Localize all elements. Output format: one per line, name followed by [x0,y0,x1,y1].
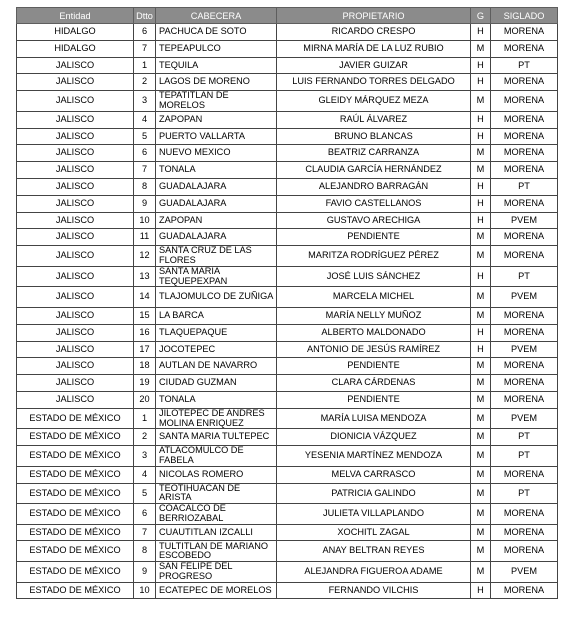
cell-entidad: ESTADO DE MÉXICO [17,408,134,429]
cell-propietario: MARÍA NELLY MUÑOZ [277,307,471,324]
cell-g: M [471,391,491,408]
cell-cabecera: ZAPOPAN [156,111,277,128]
cell-cabecera: COACALCO DE BERRIOZABAL [156,504,277,525]
cell-siglado: MORENA [491,466,558,483]
table-row [17,229,558,246]
cell-dtto: 6 [134,145,156,162]
table-row [17,524,558,541]
cell-cabecera: LAGOS DE MORENO [156,74,277,91]
cell-cabecera: TEPEAPULCO [156,40,277,57]
cell-g: H [471,178,491,195]
cell-siglado: MORENA [491,91,558,112]
cell-dtto: 5 [134,483,156,504]
cell-g: M [471,429,491,446]
cell-propietario: MARÍA LUISA MENDOZA [277,408,471,429]
cell-entidad: ESTADO DE MÉXICO [17,429,134,446]
cell-dtto: 3 [134,91,156,112]
cell-dtto: 4 [134,466,156,483]
cell-siglado: MORENA [491,145,558,162]
cell-entidad: ESTADO DE MÉXICO [17,541,134,562]
cell-dtto: 7 [134,162,156,179]
table-row [17,145,558,162]
cell-siglado: MORENA [491,162,558,179]
cell-entidad: JALISCO [17,287,134,308]
cell-entidad: JALISCO [17,324,134,341]
cell-propietario: GUSTAVO ARECHIGA [277,212,471,229]
header-siglado: SIGLADO [491,8,558,24]
cell-siglado: MORENA [491,524,558,541]
cell-propietario: MIRNA MARÍA DE LA LUZ RUBIO [277,40,471,57]
cell-entidad: JALISCO [17,246,134,267]
table-row [17,91,558,112]
cell-propietario: MARITZA RODRÍGUEZ PÉREZ [277,246,471,267]
cell-g: M [471,483,491,504]
cell-siglado: MORENA [491,128,558,145]
cell-dtto: 13 [134,266,156,287]
table-row [17,466,558,483]
cell-dtto: 2 [134,74,156,91]
cell-siglado: MORENA [491,582,558,599]
table-row [17,195,558,212]
cell-dtto: 12 [134,246,156,267]
cell-g: H [471,195,491,212]
cell-cabecera: JILOTEPEC DE ANDRES MOLINA ENRIQUEZ [156,408,277,429]
cell-dtto: 15 [134,307,156,324]
cell-siglado: MORENA [491,195,558,212]
cell-cabecera: LA BARCA [156,307,277,324]
cell-propietario: MARCELA MICHEL [277,287,471,308]
cell-siglado: MORENA [491,229,558,246]
cell-propietario: BRUNO BLANCAS [277,128,471,145]
cell-entidad: JALISCO [17,111,134,128]
table-row [17,74,558,91]
cell-propietario: DIONICIA VÁZQUEZ [277,429,471,446]
cell-cabecera: TONALA [156,162,277,179]
cell-propietario: CLAUDIA GARCÍA HERNÁNDEZ [277,162,471,179]
cell-g: H [471,266,491,287]
cell-cabecera: ECATEPEC DE MORELOS [156,582,277,599]
table-row [17,266,558,287]
cell-dtto: 7 [134,40,156,57]
cell-propietario: RAÚL ÁLVAREZ [277,111,471,128]
cell-g: M [471,40,491,57]
cell-entidad: JALISCO [17,178,134,195]
cell-dtto: 7 [134,524,156,541]
cell-cabecera: TEOTIHUACAN DE ARISTA [156,483,277,504]
cell-g: H [471,324,491,341]
cell-propietario: ALEJANDRA FIGUEROA ADAME [277,562,471,583]
cell-cabecera: TULTITLAN DE MARIANO ESCOBEDO [156,541,277,562]
cell-g: M [471,375,491,392]
cell-cabecera: SAN FELIPE DEL PROGRESO [156,562,277,583]
cell-entidad: JALISCO [17,375,134,392]
table-row [17,391,558,408]
cell-siglado: PT [491,483,558,504]
table-row [17,483,558,504]
candidates-table [16,7,558,599]
table-row [17,128,558,145]
cell-dtto: 10 [134,212,156,229]
table-row [17,212,558,229]
cell-entidad: JALISCO [17,91,134,112]
cell-propietario: XOCHITL ZAGAL [277,524,471,541]
cell-entidad: JALISCO [17,341,134,358]
cell-cabecera: PACHUCA DE SOTO [156,24,277,41]
cell-entidad: HIDALGO [17,40,134,57]
cell-entidad: JALISCO [17,266,134,287]
cell-propietario: BEATRIZ CARRANZA [277,145,471,162]
cell-cabecera: TEQUILA [156,57,277,74]
cell-g: M [471,229,491,246]
cell-cabecera: AUTLAN DE NAVARRO [156,358,277,375]
cell-g: M [471,446,491,467]
cell-entidad: ESTADO DE MÉXICO [17,483,134,504]
table-row [17,40,558,57]
table-row [17,375,558,392]
cell-g: M [471,562,491,583]
cell-g: M [471,541,491,562]
cell-propietario: CLARA CÁRDENAS [277,375,471,392]
cell-entidad: ESTADO DE MÉXICO [17,582,134,599]
table-row [17,341,558,358]
cell-g: H [471,111,491,128]
cell-cabecera: GUADALAJARA [156,195,277,212]
cell-cabecera: SANTA CRUZ DE LAS FLORES [156,246,277,267]
cell-siglado: MORENA [491,246,558,267]
cell-cabecera: CUAUTITLAN IZCALLI [156,524,277,541]
cell-g: M [471,358,491,375]
cell-propietario: ALEJANDRO BARRAGÁN [277,178,471,195]
cell-siglado: PT [491,266,558,287]
cell-siglado: MORENA [491,358,558,375]
cell-propietario: GLEIDY MÁRQUEZ MEZA [277,91,471,112]
cell-siglado: PT [491,429,558,446]
table-row [17,287,558,308]
cell-g: H [471,212,491,229]
cell-propietario: FAVIO CASTELLANOS [277,195,471,212]
cell-siglado: MORENA [491,40,558,57]
table-header-row [17,8,558,24]
table-row [17,429,558,446]
cell-entidad: ESTADO DE MÉXICO [17,504,134,525]
header-cabecera: CABECERA [156,8,277,24]
table-row [17,246,558,267]
cell-cabecera: TEPATITLAN DE MORELOS [156,91,277,112]
cell-siglado: MORENA [491,24,558,41]
cell-g: M [471,466,491,483]
table-row [17,111,558,128]
cell-entidad: JALISCO [17,229,134,246]
cell-propietario: PENDIENTE [277,358,471,375]
cell-siglado: PT [491,446,558,467]
cell-dtto: 20 [134,391,156,408]
header-propietario: PROPIETARIO [277,8,471,24]
cell-g: H [471,128,491,145]
cell-propietario: MELVA CARRASCO [277,466,471,483]
cell-siglado: PT [491,57,558,74]
cell-siglado: PVEM [491,287,558,308]
cell-propietario: PENDIENTE [277,391,471,408]
cell-dtto: 9 [134,195,156,212]
cell-siglado: PVEM [491,212,558,229]
cell-propietario: JAVIER GUIZAR [277,57,471,74]
cell-propietario: ANAY BELTRAN REYES [277,541,471,562]
cell-siglado: MORENA [491,391,558,408]
table-row [17,446,558,467]
cell-siglado: MORENA [491,307,558,324]
cell-propietario: PENDIENTE [277,229,471,246]
cell-siglado: PVEM [491,408,558,429]
cell-siglado: MORENA [491,375,558,392]
document-page [16,7,557,599]
cell-cabecera: SANTA MARIA TEQUEPEXPAN [156,266,277,287]
cell-g: H [471,24,491,41]
cell-dtto: 11 [134,229,156,246]
cell-dtto: 1 [134,57,156,74]
cell-g: M [471,504,491,525]
cell-entidad: JALISCO [17,162,134,179]
table-row [17,162,558,179]
cell-entidad: HIDALGO [17,24,134,41]
cell-dtto: 9 [134,562,156,583]
cell-cabecera: SANTA MARIA TULTEPEC [156,429,277,446]
cell-siglado: MORENA [491,74,558,91]
cell-cabecera: NUEVO MEXICO [156,145,277,162]
cell-entidad: JALISCO [17,57,134,74]
table-row [17,562,558,583]
cell-g: H [471,582,491,599]
cell-g: M [471,145,491,162]
cell-dtto: 18 [134,358,156,375]
cell-g: M [471,246,491,267]
table-row [17,408,558,429]
cell-propietario: ANTONIO DE JESÚS RAMÍREZ [277,341,471,358]
cell-siglado: MORENA [491,111,558,128]
cell-cabecera: GUADALAJARA [156,178,277,195]
cell-dtto: 14 [134,287,156,308]
cell-cabecera: TLAJOMULCO DE ZUÑIGA [156,287,277,308]
header-dtto: Dtto [134,8,156,24]
cell-propietario: PATRICIA GALINDO [277,483,471,504]
header-g: G [471,8,491,24]
table-row [17,358,558,375]
cell-g: H [471,74,491,91]
header-entidad: Entidad [17,8,134,24]
table-row [17,504,558,525]
cell-g: M [471,408,491,429]
cell-cabecera: GUADALAJARA [156,229,277,246]
cell-siglado: MORENA [491,324,558,341]
cell-dtto: 6 [134,504,156,525]
cell-entidad: JALISCO [17,145,134,162]
cell-dtto: 19 [134,375,156,392]
cell-g: M [471,91,491,112]
table-row [17,324,558,341]
cell-siglado: PT [491,178,558,195]
table-row [17,57,558,74]
cell-cabecera: ATLACOMULCO DE FABELA [156,446,277,467]
cell-propietario: JULIETA VILLAPLANDO [277,504,471,525]
cell-siglado: MORENA [491,504,558,525]
cell-cabecera: ZAPOPAN [156,212,277,229]
cell-entidad: JALISCO [17,74,134,91]
cell-g: M [471,287,491,308]
cell-propietario: RICARDO CRESPO [277,24,471,41]
cell-dtto: 8 [134,178,156,195]
table-row [17,178,558,195]
cell-propietario: FERNANDO VILCHIS [277,582,471,599]
cell-propietario: YESENIA MARTÍNEZ MENDOZA [277,446,471,467]
cell-dtto: 2 [134,429,156,446]
cell-dtto: 16 [134,324,156,341]
cell-propietario: LUIS FERNANDO TORRES DELGADO [277,74,471,91]
cell-dtto: 4 [134,111,156,128]
cell-cabecera: TLAQUEPAQUE [156,324,277,341]
cell-g: M [471,162,491,179]
cell-entidad: ESTADO DE MÉXICO [17,466,134,483]
cell-entidad: ESTADO DE MÉXICO [17,562,134,583]
cell-cabecera: JOCOTEPEC [156,341,277,358]
cell-entidad: ESTADO DE MÉXICO [17,446,134,467]
cell-entidad: JALISCO [17,391,134,408]
cell-entidad: JALISCO [17,307,134,324]
cell-dtto: 17 [134,341,156,358]
cell-dtto: 6 [134,24,156,41]
cell-g: M [471,524,491,541]
cell-siglado: PVEM [491,562,558,583]
table-row [17,541,558,562]
cell-entidad: JALISCO [17,128,134,145]
cell-dtto: 5 [134,128,156,145]
cell-entidad: ESTADO DE MÉXICO [17,524,134,541]
table-body [17,24,558,599]
table-row [17,24,558,41]
cell-cabecera: CIUDAD GUZMAN [156,375,277,392]
cell-cabecera: NICOLAS ROMERO [156,466,277,483]
cell-dtto: 3 [134,446,156,467]
cell-propietario: JOSÉ LUIS SÁNCHEZ [277,266,471,287]
table-row [17,307,558,324]
cell-entidad: JALISCO [17,358,134,375]
cell-entidad: JALISCO [17,212,134,229]
cell-siglado: PVEM [491,341,558,358]
cell-cabecera: TONALA [156,391,277,408]
cell-dtto: 8 [134,541,156,562]
table-row [17,582,558,599]
cell-siglado: MORENA [491,541,558,562]
cell-dtto: 1 [134,408,156,429]
cell-g: H [471,341,491,358]
cell-entidad: JALISCO [17,195,134,212]
cell-g: M [471,307,491,324]
cell-cabecera: PUERTO VALLARTA [156,128,277,145]
cell-dtto: 10 [134,582,156,599]
cell-propietario: ALBERTO MALDONADO [277,324,471,341]
cell-g: H [471,57,491,74]
